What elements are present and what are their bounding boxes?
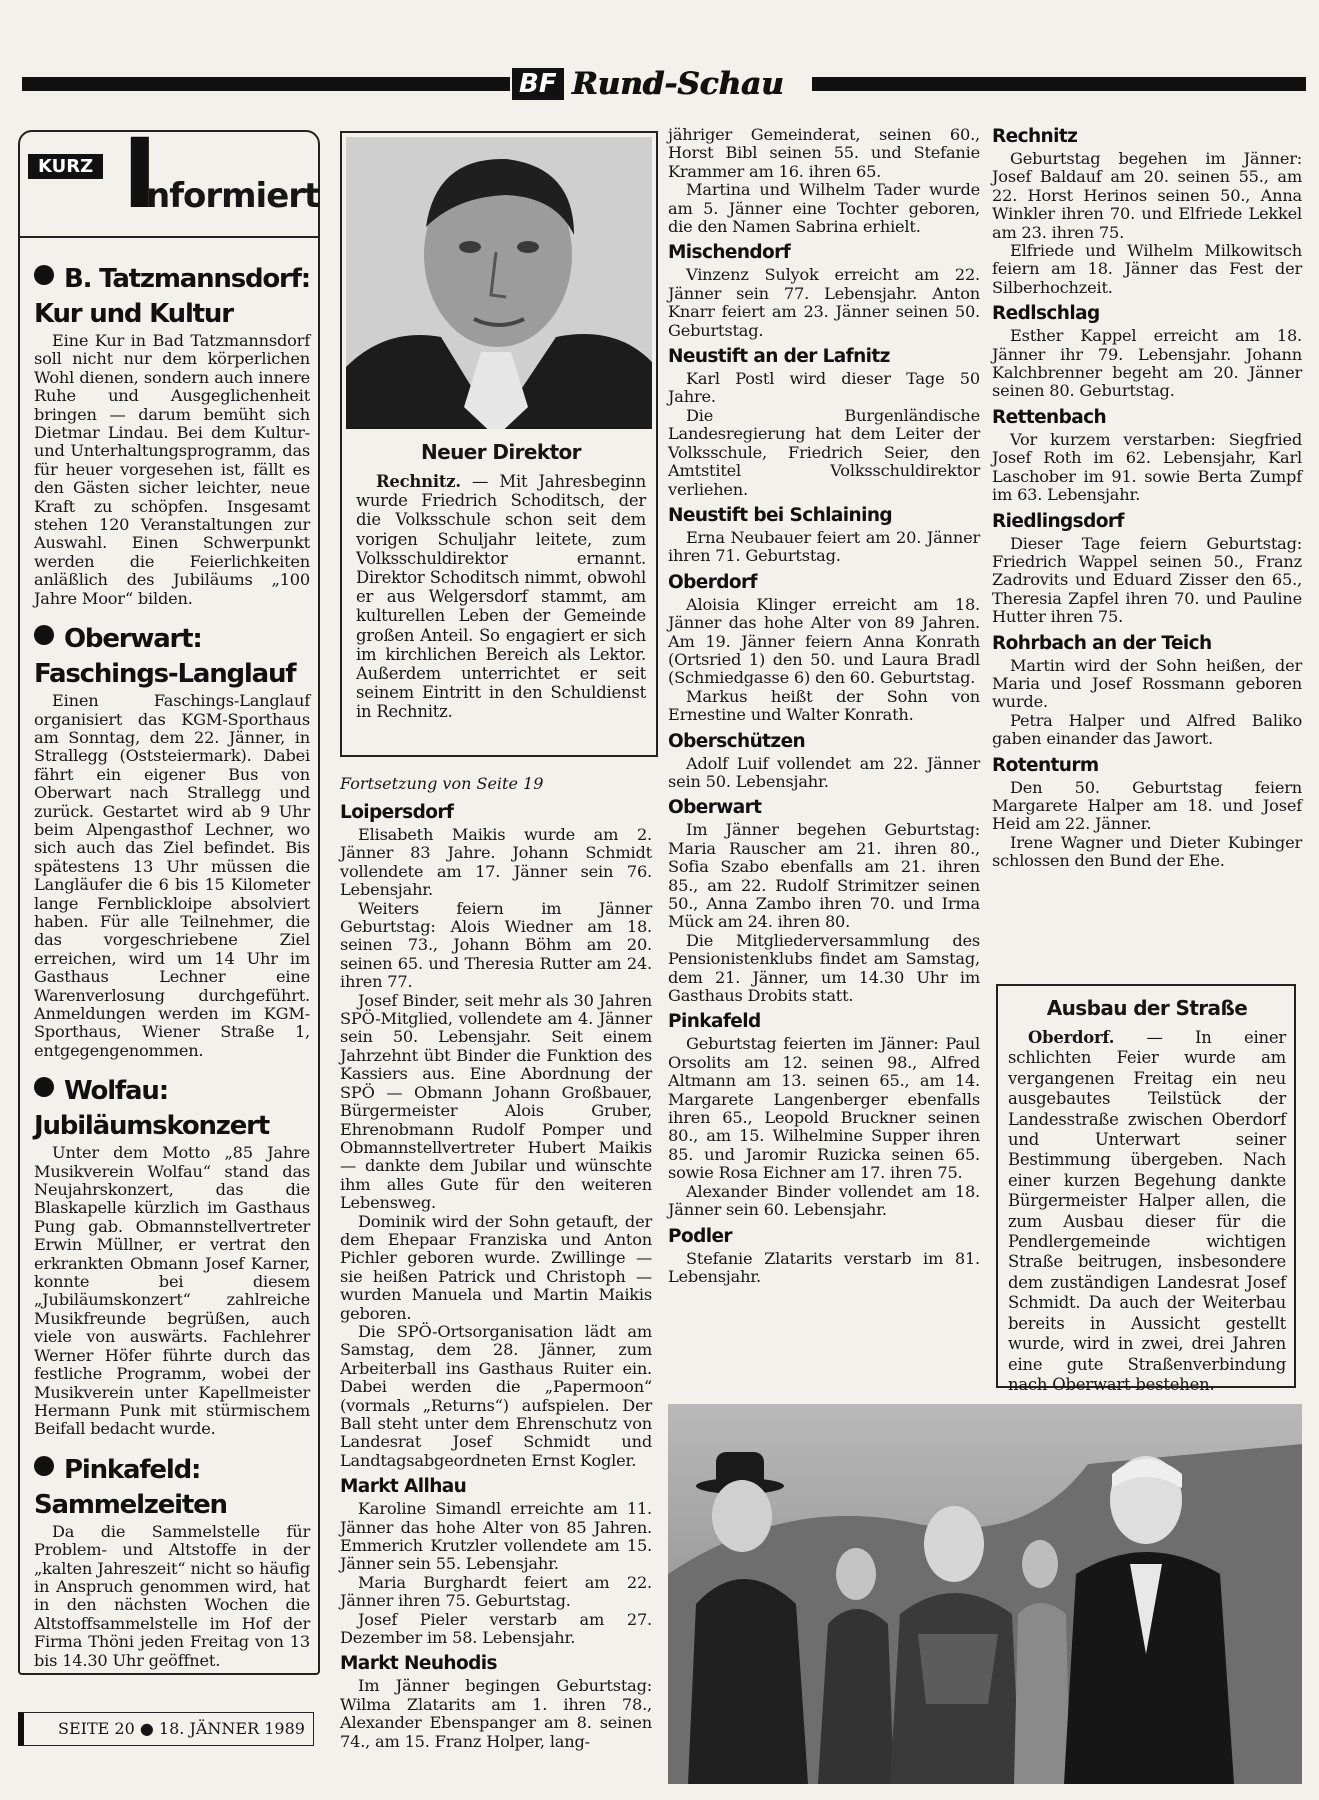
town-section (668, 505, 980, 566)
news-paragraph: Elfriede und Wilhelm Milkowitsch feiern am 18. Jänner das Fest der Silberhochzeit. (992, 241, 1302, 297)
bullet-icon (34, 1456, 54, 1476)
kurz-item-title: Oberwart: (64, 624, 202, 655)
town-heading: Loipersdorf (340, 802, 454, 823)
kurz-item-text: Einen Faschings-Langlauf organisiert das KGM-Sporthaus am Sonntag, dem 22. Jänner, in Strallegg (Oststeiermark). Dabei fährt ein eigener Bus von Oberwart nach Strallegg und zurück. Gestartet wird ab 9 Uhr beim Alpengasthof Lechner, wo sich auch das Ziel befindet. Bis spätestens 13 Uhr müssen die Langläufer die 6 bis 15 Kilometer lange Fernblickloipe absolviert haben. Für alle Teilnehmer, die das vorgeschriebene Ziel erreichen, wird um 14 Uhr im Gasthaus Lechner eine Warenverlosung durchgeführt. Anmeldungen werden im KGM-Sporthaus, Wiener Straße 1, entgegengenommen. (34, 691, 310, 1060)
kurz-item-text: Eine Kur in Bad Tatzmannsdorf soll nicht nur dem körperlichen Wohl dienen, sondern auch innere Ruhe und Ausgeglichenheit bringen — darum bemüht sich Dietmar Lindau. Bei dem Kultur- und Unterhaltungsprogramm, das für heuer vorgesehen ist, fällt es den Gästen sicher leichter, neue Kraft zu schöpfen. Insgesamt stehen 120 Veranstaltungen zur Auswahl. Einen Schwerpunkt werden die Feierlichkeiten anläßlich des Jubiläums „100 Jahre Moor“ bilden. (34, 331, 310, 608)
kurz-items (34, 262, 310, 1670)
masthead-logo: BF (512, 68, 564, 100)
masthead (512, 62, 783, 106)
kurz-item-subtitle: Faschings-Langlauf (34, 659, 296, 690)
news-paragraph: Geburtstag begehen im Jänner: Josef Baldauf am 20. seinen 55., am 22. Horst Herinos seinen 50., Anna Winkler ihren 70. und Elfriede Lekkel am 23. ihren 75. (992, 149, 1302, 242)
news-paragraph: Alexander Binder vollendet am 18. Jänner sein 60. Lebensjahr. (668, 1181, 980, 1220)
news-paragraph: Josef Binder, seit mehr als 30 Jahren SPÖ-Mitglied, vollendete am 4. Jänner sein 50. Lebensjahr. Seit einem Jahrzehnt übt Binder die Funktion des Kassiers aus. Eine Abordnung der SPÖ — Obmann Johann Großbauer, Bürgermeister Alois Gruber, Ehrenobmann Rudolf Pomper und Obmannstellvertreter Hubert Maikis — dankte dem Jubilar und wünschte ihm alles Gute für den weiteren Lebensweg. (340, 990, 652, 1213)
bullet-icon (34, 625, 54, 645)
kurz-item (34, 262, 310, 608)
masthead-rule-right (812, 77, 1306, 91)
town-section (992, 511, 1302, 627)
kurz-title-letter: I (122, 118, 158, 230)
town-heading: Redlschlag (992, 303, 1100, 325)
masthead-section: Rund-Schau (571, 66, 784, 102)
news-paragraph: Dieser Tage feiern Geburtstag: Friedrich Wappel seinen 50., Franz Zadrovits und Eduard Zisser den 65., Theresia Zapfel ihren 70. und Pauline Hutter ihren 75. (992, 533, 1302, 627)
kurz-title: nformiert (146, 176, 320, 216)
news-paragraph: Die SPÖ-Ortsorganisation lädt am Samstag, dem 28. Jänner, zum Arbeiterball ins Gasthaus Ruiter ein. Dabei werden die „Papermoon“ (vormals „Returns“) aufspielen. Der Ball steht unter dem Ehrenschutz von Landesrat Josef Schmidt und Landtagsabgeordneten Ernst Kogler. (340, 1321, 652, 1470)
news-paragraph: Martin wird der Sohn heißen, der Maria und Josef Rossmann geboren wurde. (992, 655, 1302, 712)
town-section (668, 126, 980, 236)
news-paragraph: Aloisia Klinger erreicht am 18. Jänner das hohe Alter von 89 Jahren. Am 19. Jänner feiern Anna Konrath (Ortsried 1) den 50. und Laura Bradl (Schmiedgasse 6) den 60. Geburtstag. (668, 594, 980, 688)
group-photo-illustration (668, 1404, 1302, 1784)
column-2 (340, 796, 652, 1751)
news-paragraph: Erna Neubauer feiert am 20. Jänner ihren 71. Geburtstag. (668, 527, 980, 566)
town-heading: Podler (668, 1225, 732, 1247)
kurz-item (34, 1074, 310, 1439)
town-heading: Rotenturm (992, 754, 1099, 776)
director-photo (346, 137, 652, 429)
news-paragraph: Geburtstag feierten im Jänner: Paul Orsolits am 12. seinen 98., Alfred Altmann am 13. seinen 65., am 14. Margarete Langenberger ebenfalls ihren 65., Leopold Bruckner seinen 80., am 15. Wilhelmine Supper ihren 85. und Jaromir Ruzicka seinen 65. sowie Rosa Eichner am 17. ihren 75. (668, 1034, 980, 1183)
town-section (992, 755, 1302, 871)
town-heading: Rettenbach (992, 406, 1107, 428)
town-section (992, 126, 1302, 297)
column-3 (668, 126, 980, 1286)
town-section (340, 1653, 652, 1751)
town-heading: Pinkafeld (668, 1011, 761, 1033)
bullet-icon: ● (139, 1719, 159, 1738)
news-paragraph: Adolf Luif vollendet am 22. Jänner sein 50. Lebensjahr. (668, 753, 980, 791)
kurz-item-subtitle: Kur und Kultur (34, 299, 233, 329)
kurz-tag: KURZ (28, 154, 103, 179)
news-paragraph: Stefanie Zlatarits verstarb im 81. Lebensjahr. (668, 1248, 980, 1286)
page-footer (18, 1712, 314, 1746)
news-paragraph: Maria Burghardt feiert am 22. Jänner ihren 75. Geburtstag. (340, 1572, 652, 1611)
news-paragraph: Dominik wird der Sohn getauft, der dem Ehepaar Franziska und Anton Pichler geboren wurde. Zwillinge — sie heißen Patrick und Christoph — wurden Manuela und Martin Maikis geboren. (340, 1211, 652, 1323)
kurz-item-text: Unter dem Motto „85 Jahre Musikverein Wolfau“ stand das Neujahrskonzert, das die Blaskapelle kürzlich im Gasthaus Pung gab. Obmannstellvertreter Erwin Müllner, er vertrat den erkrankten Obmann Josef Karner, konnte bei diesem „Jubiläumskonzert“ zahlreiche Musikfreunde begrüßen, auch viele von auswärts. Fachlehrer Werner Höfer führte durch das festliche Programm, wobei der Musikverein unter Kapellmeister Hermann Punk mit stürmischem Beifall bedacht wurde. (34, 1143, 310, 1439)
kurz-item (34, 1453, 310, 1670)
kurz-item-text: Da die Sammelstelle für Problem- und Altstoffe in der „kalten Jahreszeit“ nicht so häufig in Anspruch genommen wird, hat in den nächsten Wochen die Altstoffsammelstelle im Hof der Firma Thöni jeden Freitag von 13 bis 14.30 Uhr geöffnet. (34, 1521, 310, 1670)
kurz-item-title: B. Tatzmannsdorf: (64, 264, 310, 294)
issue-date: 18. JÄNNER 1989 (158, 1719, 305, 1738)
town-section (668, 1226, 980, 1287)
news-paragraph: Den 50. Geburtstag feiern Margarete Halper am 18. und Josef Heid am 22. Jänner. (992, 777, 1302, 834)
kurz-item-subtitle: Sammelzeiten (34, 1489, 227, 1520)
page-number: SEITE 20 (58, 1719, 135, 1738)
director-article (356, 440, 646, 722)
bullet-icon (34, 265, 54, 285)
town-section (668, 797, 980, 1005)
news-paragraph: Markus heißt der Sohn von Ernestine und Walter Konrath. (668, 686, 980, 725)
town-heading: Rohrbach an der Teich (992, 632, 1212, 654)
news-paragraph: jähriger Gemeinderat, seinen 60., Horst Bibl seinen 55. und Stefanie Krammer am 16. ihren 65. (668, 125, 980, 181)
kurz-item-title: Wolfau: (64, 1076, 168, 1107)
news-paragraph: Die Mitgliederversammlung des Pensionistenklubs findet am Samstag, dem 21. Jänner, um 14.30 Uhr im Gasthaus Drobits statt. (668, 930, 980, 1006)
portrait-illustration (346, 137, 652, 429)
group-photo (668, 1404, 1302, 1784)
kurz-header (18, 118, 320, 238)
town-heading: Mischendorf (668, 242, 791, 264)
continuation-note: Fortsetzung von Seite 19 (340, 774, 544, 793)
news-paragraph: Irene Wagner und Dieter Kubinger schlossen den Bund der Ehe. (992, 832, 1302, 871)
bullet-icon (34, 1077, 54, 1097)
strasse-article (1008, 996, 1286, 1395)
news-paragraph: Vinzenz Sulyok erreicht am 22. Jänner sein 77. Lebensjahr. Anton Knarr feiert am 23. Jänner seinen 50. Geburtstag. (668, 265, 980, 340)
town-section (668, 1011, 980, 1219)
news-paragraph: Im Jänner begehen Geburtstag: Maria Rauscher am 21. ihren 80., Sofia Szabo ebenfalls am 21. ihren 85., am 22. Rudolf Strimitzer seinen 50., Anna Zambo ihren 70. und Irma Mück am 24. ihren 80. (668, 820, 980, 932)
news-paragraph: Karoline Simandl erreichte am 11. Jänner das hohe Alter von 85 Jahren. Emmerich Krutzler vollendete am 15. Jänner sein 55. Lebensjahr. (340, 1499, 652, 1574)
director-text: — Mit Jahresbeginn wurde Friedrich Schoditsch, der die Volksschule schon seit dem vorigen Schuljahr leitete, zum Volksschuldirektor ernannt. Direktor Schoditsch nimmt, obwohl er aus Welgersdorf stammt, am kulturellen Leben der Gemeinde großen Anteil. So engagiert er sich im kirchlichen Bereich als Lektor. Außerdem unterrichtet er seit seinem Eintritt in den Schuldienst in Rechnitz. (356, 472, 646, 722)
news-paragraph: Im Jänner begingen Geburtstag: Wilma Zlatarits am 1. ihren 78., Alexander Ebenspanger am 8. seinen 74., am 15. Franz Holper, lang- (340, 1676, 652, 1751)
masthead-rule-left (22, 77, 510, 91)
town-heading: Riedlingsdorf (992, 510, 1124, 532)
town-section (668, 572, 980, 725)
news-paragraph: Esther Kappel erreicht am 18. Jänner ihr 79. Lebensjahr. Johann Kalchbrenner begeht am 20. Jänner seinen 80. Geburtstag. (992, 326, 1302, 401)
town-section (340, 802, 652, 1470)
town-section (992, 407, 1302, 505)
town-heading: Markt Allhau (340, 1476, 467, 1498)
town-heading: Neustift an der Lafnitz (668, 346, 890, 368)
news-paragraph: Karl Postl wird dieser Tage 50 Jahre. (668, 369, 980, 407)
column-4 (992, 126, 1302, 871)
news-paragraph: Petra Halper und Alfred Baliko gaben einander das Jawort. (992, 710, 1302, 749)
director-title: Neuer Direktor (421, 440, 581, 464)
kurz-item (34, 622, 310, 1060)
town-section (668, 346, 980, 499)
town-section (340, 1476, 652, 1647)
town-heading: Oberschützen (668, 730, 806, 752)
strasse-text: — In einer schlichten Feier wurde am vergangenen Freitag ein neu ausgebautes Teilstück der Landesstraße zwischen Oberdorf und Unterwart seiner Bestimmung übergeben. Nach einer kurzen Begehung dankte Bürgermeister Halper allen, die zum Ausbau dieser für die Pendlergemeinde wichtigen Straße beitrugen, insbesondere dem zuständigen Landesrat Josef Schmidt. Da auch der Weiterbau bereits in Aussicht gestellt wurde, wird in zwei, drei Jahren eine gute Straßenverbindung nach Oberwart bestehen. (1008, 1028, 1286, 1394)
town-heading: Neustift bei Schlaining (668, 504, 893, 526)
news-paragraph: Vor kurzem verstarben: Siegfried Josef Roth im 62. Lebensjahr, Karl Laschober im 91. sowie Berta Zumpf im 63. Lebensjahr. (992, 429, 1302, 505)
town-heading: Oberdorf (668, 571, 757, 593)
director-lead: Rechnitz. (376, 472, 461, 491)
town-section (992, 633, 1302, 749)
news-paragraph: Weiters feiern im Jänner Geburtstag: Alois Wiedner am 18. seinen 73., Johann Böhm am 20. seinen 65. und Theresia Rutter am 24. ihren 77. (340, 898, 652, 992)
town-heading: Rechnitz (992, 126, 1078, 147)
kurz-item-subtitle: Jubiläumskonzert (34, 1111, 270, 1142)
kurz-item-title: Pinkafeld: (64, 1454, 201, 1485)
town-section (668, 242, 980, 340)
town-section (992, 303, 1302, 401)
news-paragraph: Elisabeth Maikis wurde am 2. Jänner 83 Jahre. Johann Schmidt vollendete am 17. Jänner sein 76. Lebensjahr. (340, 825, 652, 900)
town-heading: Oberwart (668, 797, 762, 819)
news-paragraph: Martina und Wilhelm Tader wurde am 5. Jänner eine Tochter geboren, die den Namen Sabrina erhielt. (668, 180, 980, 237)
strasse-title: Ausbau der Straße (1046, 996, 1248, 1020)
news-paragraph: Die Burgenländische Landesregierung hat dem Leiter der Volksschule, Friedrich Seier, den Amtstitel Volksschuldirektor verliehen. (668, 405, 980, 499)
town-heading: Markt Neuhodis (340, 1653, 497, 1675)
town-section (668, 731, 980, 792)
strasse-lead: Oberdorf. (1028, 1028, 1115, 1047)
news-paragraph: Josef Pieler verstarb am 27. Dezember im 58. Lebensjahr. (340, 1609, 652, 1648)
